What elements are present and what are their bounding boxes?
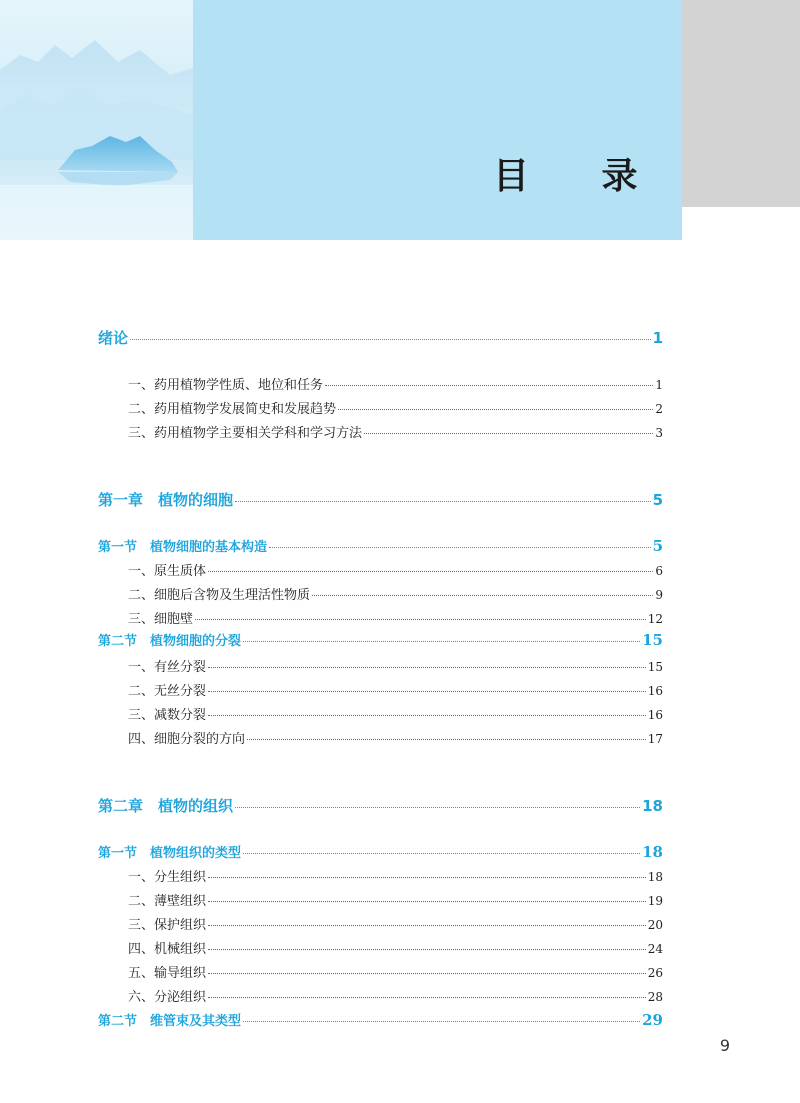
dot-leader: [208, 949, 646, 950]
toc-section-row[interactable]: [98, 842, 663, 861]
toc-entry-label: 一、药用植物学性质、地位和任务: [128, 378, 324, 393]
toc-entry-page: 9: [655, 588, 663, 602]
header-gray-tab: [682, 0, 800, 207]
toc-entry-label: 第一章 植物的细胞: [98, 491, 234, 509]
toc-entry-page: 17: [647, 732, 663, 746]
toc-entry-label: 一、分生组织: [128, 870, 207, 885]
toc-entry-page: 15: [647, 660, 663, 674]
toc-item-row[interactable]: [128, 728, 663, 747]
dot-leader: [243, 1021, 640, 1022]
toc-entry-page: 5: [652, 491, 663, 509]
toc-chapter-row[interactable]: [98, 489, 663, 510]
toc-entry-page: 18: [647, 870, 663, 884]
toc-entry-page: 2: [655, 402, 663, 416]
dot-leader: [312, 595, 653, 596]
toc-entry-page: 12: [647, 612, 663, 626]
toc-entry-page: 6: [655, 564, 663, 578]
dot-leader: [243, 853, 640, 854]
toc-entry-page: 24: [647, 942, 663, 956]
toc-item-row[interactable]: [128, 986, 663, 1005]
toc-entry-label: 五、输导组织: [128, 966, 207, 981]
toc-item-row[interactable]: [128, 704, 663, 723]
dot-leader: [208, 925, 646, 926]
toc-entry-label: 四、机械组织: [128, 942, 207, 957]
toc-item-row[interactable]: [128, 584, 663, 603]
toc-item-row[interactable]: [128, 374, 663, 393]
toc-entry-label: 第一节 植物细胞的基本构造: [98, 540, 268, 555]
toc-entry-page: 16: [647, 708, 663, 722]
toc-entry-label: 二、细胞后含物及生理活性物质: [128, 588, 311, 603]
toc-item-row[interactable]: [128, 914, 663, 933]
toc-item-row[interactable]: [128, 890, 663, 909]
header-landscape-image: [0, 0, 193, 240]
toc-entry-page: 18: [642, 797, 663, 815]
header-banner: [193, 0, 682, 240]
toc-entry-page: 19: [647, 894, 663, 908]
dot-leader: [235, 807, 640, 808]
toc-entry-page: 26: [647, 966, 663, 980]
toc-item-row[interactable]: [128, 680, 663, 699]
toc-entry-page: 3: [655, 426, 663, 440]
toc-entry-page: 16: [647, 684, 663, 698]
page-title: 目 录: [493, 156, 668, 197]
toc-part-row[interactable]: [98, 327, 663, 348]
toc-entry-label: 三、药用植物学主要相关学科和学习方法: [128, 426, 363, 441]
toc-entry-label: 一、有丝分裂: [128, 660, 207, 675]
toc-entry-label: 二、薄壁组织: [128, 894, 207, 909]
toc-entry-label: 三、保护组织: [128, 918, 207, 933]
toc-entry-label: 第一节 植物组织的类型: [98, 846, 242, 861]
toc-entry-page: 18: [642, 843, 663, 861]
mountain-landscape-illustration: [0, 0, 193, 240]
toc-entry-label: 第二节 维管束及其类型: [98, 1014, 242, 1029]
toc-entry-label: 二、药用植物学发展简史和发展趋势: [128, 402, 337, 417]
dot-leader: [325, 385, 653, 386]
dot-leader: [208, 571, 653, 572]
dot-leader: [130, 339, 651, 340]
dot-leader: [208, 901, 646, 902]
toc-item-row[interactable]: [128, 398, 663, 417]
dot-leader: [243, 641, 640, 642]
toc-item-row[interactable]: [128, 866, 663, 885]
page-number: 9: [719, 1036, 730, 1055]
dot-leader: [208, 667, 646, 668]
dot-leader: [247, 739, 646, 740]
dot-leader: [269, 547, 651, 548]
toc-entry-label: 三、减数分裂: [128, 708, 207, 723]
toc-section-row[interactable]: [98, 630, 663, 649]
dot-leader: [208, 877, 646, 878]
toc-entry-label: 六、分泌组织: [128, 990, 207, 1005]
toc-entry-page: 20: [647, 918, 663, 932]
toc-entry-page: 5: [652, 537, 663, 555]
toc-entry-label: 第二节 植物细胞的分裂: [98, 634, 242, 649]
toc-entry-label: 三、细胞壁: [128, 612, 194, 627]
toc-entry-page: 15: [642, 631, 663, 649]
dot-leader: [208, 997, 646, 998]
dot-leader: [208, 691, 646, 692]
dot-leader: [208, 973, 646, 974]
toc-item-row[interactable]: [128, 560, 663, 579]
toc-entry-label: 绪论: [98, 329, 129, 347]
toc-entry-page: 1: [652, 329, 663, 347]
toc-item-row[interactable]: [128, 608, 663, 627]
dot-leader: [235, 501, 651, 502]
dot-leader: [208, 715, 646, 716]
dot-leader: [364, 433, 653, 434]
toc-entry-page: 28: [647, 990, 663, 1004]
toc-entry-label: 第二章 植物的组织: [98, 797, 234, 815]
dot-leader: [338, 409, 653, 410]
toc-entry-page: 29: [642, 1011, 663, 1029]
toc-entry-label: 二、无丝分裂: [128, 684, 207, 699]
toc-item-row[interactable]: [128, 422, 663, 441]
toc-item-row[interactable]: [128, 962, 663, 981]
dot-leader: [195, 619, 646, 620]
toc-item-row[interactable]: [128, 656, 663, 675]
toc-entry-label: 四、细胞分裂的方向: [128, 732, 246, 747]
toc-section-row[interactable]: [98, 536, 663, 555]
toc-item-row[interactable]: [128, 938, 663, 957]
toc-entry-page: 1: [655, 378, 663, 392]
toc-entry-label: 一、原生质体: [128, 564, 207, 579]
toc-section-row[interactable]: [98, 1010, 663, 1029]
toc-chapter-row[interactable]: [98, 795, 663, 816]
